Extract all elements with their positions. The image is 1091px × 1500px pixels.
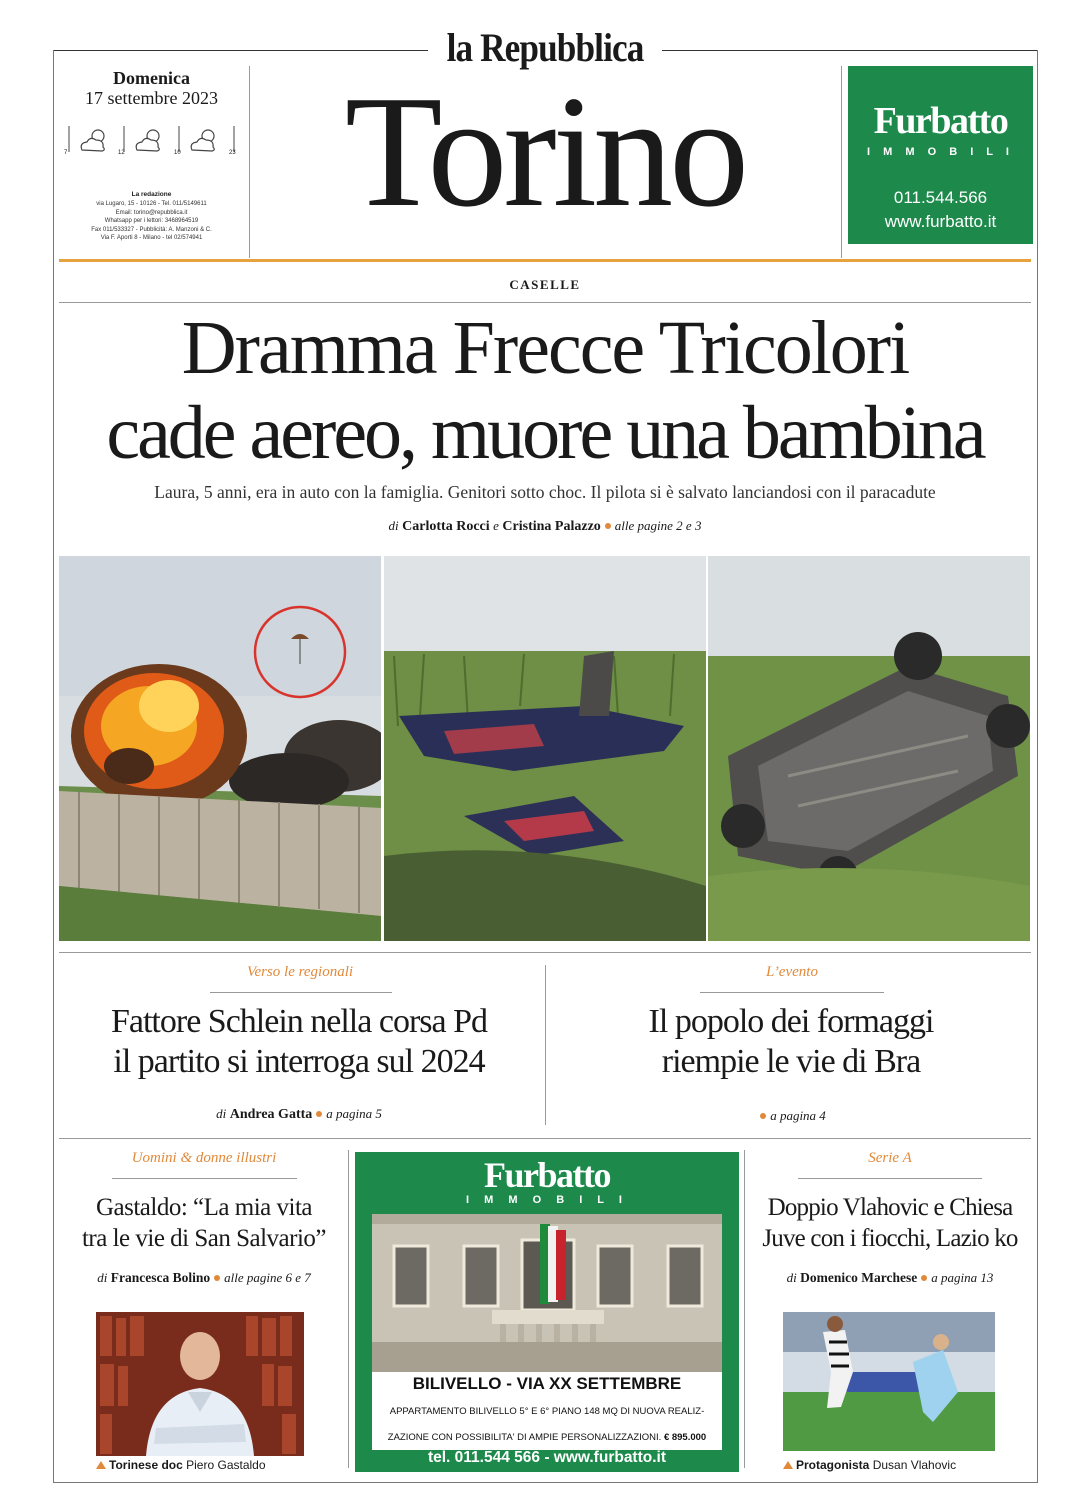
kicker-br: Serie A — [868, 1150, 912, 1166]
story-left-title-2[interactable]: il partito si interroga sul 2024 — [113, 1043, 485, 1080]
lead-byline: di Carlotta Rocci e Cristina Palazzo alle pagine 2 e 3 — [388, 518, 702, 534]
edition-title: Torino — [344, 62, 746, 240]
story-right-title-2[interactable]: riempie le vie di Bra — [661, 1043, 921, 1080]
caption-triangle-icon — [96, 1461, 106, 1469]
ad-listing-title[interactable]: BILIVELLO - VIA XX SETTEMBRE — [412, 1374, 682, 1393]
caption-br: Protagonista Dusan Vlahovic — [783, 1458, 1013, 1472]
furbatto-ad-top[interactable] — [848, 66, 1033, 244]
photo-gastaldo[interactable] — [96, 1312, 304, 1456]
lead-headline-2[interactable]: cade aereo, muore una bambina — [106, 391, 984, 475]
photo-wreckage-plane[interactable] — [384, 556, 706, 941]
ad-url[interactable]: www.furbatto.it — [884, 212, 997, 231]
story-right-byline: a pagina 4 — [552, 1108, 1030, 1125]
issue-day: Domenica — [113, 68, 190, 88]
kicker-right: L’evento — [766, 964, 818, 980]
partly-cloudy-icon — [136, 130, 159, 151]
caption-bl: Torinese doc Piero Gastaldo — [96, 1458, 326, 1472]
story-left-title-1[interactable]: Fattore Schlein nella corsa Pd — [110, 1003, 487, 1040]
kicker-left: Verso le regionali — [246, 964, 354, 980]
partly-cloudy-icon — [191, 130, 214, 151]
lead-summary: Laura, 5 anni, era in auto con la famiglia. Genitori sotto choc. Il pilota si è salvato lanciandosi con il paracadute — [154, 482, 936, 502]
caption-triangle-icon — [783, 1461, 793, 1469]
temp-high-3: 23 — [229, 150, 236, 156]
kicker-bl: Uomini & donne illustri — [131, 1150, 277, 1166]
brand-logo[interactable]: la Repubblica — [446, 25, 644, 70]
redazione-info: via Lugaro, 15 - 10126 - Tel. 011/5149611 Email: torino@repubblica.it Whatsapp per i lettori: 3468964519 Fax 011/533327 - Pubblicità: A. Manzoni & C. Via F. Aporti 8 - Milano - tel 02/574941 — [91, 201, 212, 241]
temp-low-1: 7 — [64, 150, 68, 156]
ad-mid-brand: Furbatto — [484, 1155, 610, 1195]
ad-listing-desc-2: ZAZIONE CON POSSIBILITA' DI AMPIE PERSONALIZZAZIONI. € 895.000 — [387, 1432, 707, 1443]
weather-strip — [64, 122, 244, 162]
redazione-title: La redazione — [131, 191, 172, 198]
masthead-rule — [59, 259, 1031, 262]
photo-vlahovic[interactable] — [783, 1312, 995, 1451]
partly-cloudy-icon — [81, 130, 104, 151]
ad-phone[interactable]: 011.544.566 — [893, 188, 988, 207]
story-br-title-1[interactable]: Doppio Vlahovic e Chiesa — [767, 1194, 1013, 1221]
ad-mid-contact[interactable]: tel. 011.544 566 - www.furbatto.it — [427, 1449, 667, 1466]
ad-building-photo — [372, 1214, 722, 1372]
ad-listing-desc-1: APPARTAMENTO BILIVELLO 5° E 6° PIANO 148 MQ DI NUOVA REALIZ- — [389, 1406, 705, 1417]
ad-mid-sub: I M M O B I L I — [466, 1194, 628, 1206]
lead-headline-1[interactable]: Dramma Frecce Tricolori — [181, 306, 909, 390]
furbatto-ad-mid[interactable] — [355, 1152, 739, 1472]
temp-low-3: 10 — [174, 150, 181, 156]
photo-explosion[interactable] — [59, 556, 381, 941]
temp-high-1: 12 — [118, 150, 125, 156]
story-bl-title-2[interactable]: tra le vie di San Salvario” — [81, 1225, 327, 1252]
story-br-title-2[interactable]: Juve con i fiocchi, Lazio ko — [762, 1225, 1018, 1252]
story-bl-byline: di Francesca Bolino alle pagine 6 e 7 — [97, 1270, 311, 1285]
story-bl-title-1[interactable]: Gastaldo: “La mia vita — [95, 1194, 312, 1221]
issue-date: 17 settembre 2023 — [85, 88, 218, 108]
ad-sub: I M M O B I L I — [867, 146, 1014, 158]
section-label: CASELLE — [509, 277, 581, 292]
story-left-byline: di Andrea Gatta a pagina 5 — [216, 1106, 382, 1122]
story-br-byline: di Domenico Marchese a pagina 13 — [786, 1270, 994, 1285]
story-right-title-1[interactable]: Il popolo dei formaggi — [648, 1003, 934, 1040]
ad-brand: Furbatto — [873, 100, 1008, 142]
photo-burned-car[interactable] — [708, 556, 1030, 941]
